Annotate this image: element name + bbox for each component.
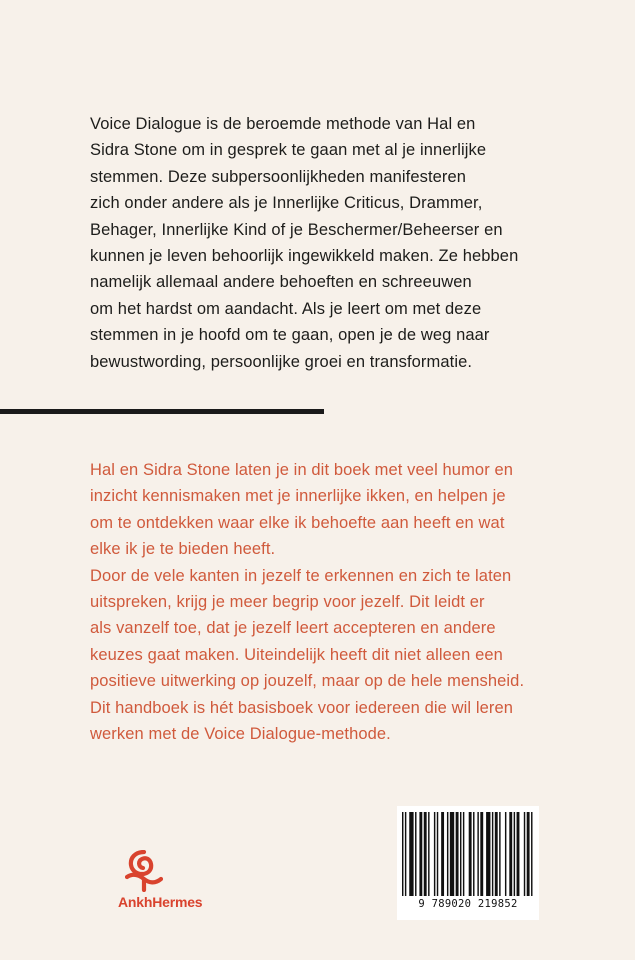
description-line: Dit handboek is hét basisboek voor iedereen die wil leren [90, 698, 514, 717]
barcode-bar [441, 812, 444, 896]
barcode-bar [499, 812, 500, 896]
intro-line: kunnen je leven behoorlijk ingewikkeld maken. Ze hebben [90, 247, 519, 266]
description-line: Door de vele kanten in jezelf te erkennen en zich te laten [90, 566, 512, 585]
intro-line: stemmen in je hoofd om te gaan, open je de weg naar [90, 326, 490, 345]
barcode-bar [415, 812, 416, 896]
description-line: werken met de Voice Dialogue-methode. [90, 725, 391, 744]
intro-line: Sidra Stone om in gesprek te gaan met al je innerlijke [90, 141, 487, 160]
intro-line: stemmen. Deze subpersoonlijkheden manifesteren [90, 167, 467, 186]
barcode-bar [428, 812, 429, 896]
barcode-bar [447, 812, 448, 896]
intro-line: zich onder andere als je Innerlijke Criticus, Drammer, [90, 194, 483, 213]
barcode-bar [460, 812, 461, 896]
publisher-logo [118, 850, 203, 915]
barcode-bar [450, 812, 454, 896]
barcode-bar [424, 812, 427, 896]
intro-line: Voice Dialogue is de beroemde methode van Hal en [90, 115, 476, 133]
description-line: als vanzelf toe, dat je jezelf leert accepteren en andere [90, 619, 496, 638]
barcode-bar [531, 812, 532, 896]
section-divider [0, 409, 324, 414]
description-line: keuzes gaat maken. Uiteindelijk heeft dit niet alleen een [90, 645, 503, 664]
barcode-bar [405, 812, 406, 896]
description-paragraph [90, 457, 560, 747]
intro-paragraph [90, 111, 560, 375]
barcode-bar [495, 812, 498, 896]
barcode-bar [402, 812, 403, 896]
barcode-bar [486, 812, 490, 896]
description-line: positieve uitwerking op jouzelf, maar op de hele mensheid. [90, 672, 525, 691]
barcode-bar [524, 812, 525, 896]
description-line: om te ontdekken waar elke ik behoefte aan heeft en wat [90, 513, 505, 532]
barcode-bar [473, 812, 474, 896]
description-line: elke ik je te bieden heeft. [90, 540, 276, 559]
ankh-hermes-logo-icon [125, 850, 163, 892]
barcode-bar [514, 812, 515, 896]
intro-line: namelijk allemaal andere behoeften en schreeuwen [90, 273, 472, 292]
description-line: inzicht kennismaken met je innerlijke ikken, en helpen je [90, 487, 506, 506]
barcode-bar [463, 812, 464, 896]
isbn-number: 9 789020 219852 [418, 898, 518, 910]
publisher-name: AnkhHermes [118, 894, 203, 910]
barcode-bar [434, 812, 435, 896]
intro-line: Behager, Innerlijke Kind of je Beschermer/Beheerser en [90, 220, 503, 239]
barcode-bars [400, 812, 536, 896]
intro-line: om het hardst om aandacht. Als je leert om met deze [90, 299, 482, 318]
barcode-bar [456, 812, 459, 896]
barcode-bar [492, 812, 493, 896]
barcode-bar [509, 812, 512, 896]
barcode-bar [505, 812, 506, 896]
barcode-bar [419, 812, 422, 896]
barcode-bar [480, 812, 483, 896]
intro-line: bewustwording, persoonlijke groei en transformatie. [90, 352, 473, 371]
barcode-bar [477, 812, 478, 896]
barcode-bar [527, 812, 530, 896]
barcode [397, 806, 539, 920]
barcode-bar [409, 812, 413, 896]
description-line: uitspreken, krijg je meer begrip voor jezelf. Dit leidt er [90, 593, 485, 612]
description-line: Hal en Sidra Stone laten je in dit boek met veel humor en [90, 461, 514, 479]
barcode-bar [437, 812, 438, 896]
barcode-bar [517, 812, 520, 896]
barcode-bar [469, 812, 472, 896]
